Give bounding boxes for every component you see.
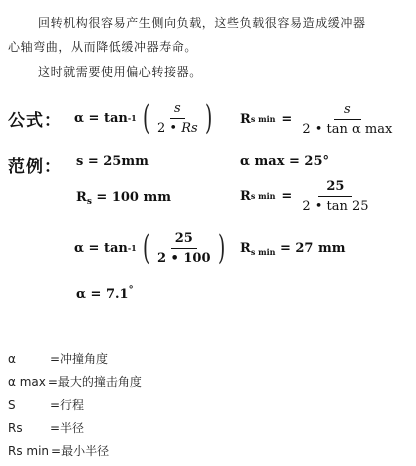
- example-rs-value: $R_s = 100$ mm: [76, 190, 172, 207]
- intro-line-1: 回转机构很容易产生侧向负载，这些负载很容易造成缓冲器: [38, 16, 366, 30]
- alpha-formula-denominator: 2 • Rs: [156, 120, 198, 136]
- alpha-formula-lhs: α = tan: [74, 110, 128, 126]
- alpha-formula-inverse: -1: [127, 113, 137, 123]
- example-s-value: s = 25mm: [76, 154, 149, 169]
- alpha-formula: [74, 97, 215, 139]
- example-rsmin-denominator: 2 • tan 25: [302, 198, 369, 214]
- example-alpha-calc: α = tan -1 ( $\frac{25}{2 • 100}$ ): [74, 228, 225, 268]
- example-rsmin-result: $R_{s min} = 27$ mm: [240, 241, 346, 257]
- example-rsmin-formula: R s min = $\frac{25}{2 • \tan 25}$: [240, 176, 373, 216]
- example-label: 范例：: [8, 157, 62, 177]
- legend-item-min-radius: Rs min =最小半径: [8, 444, 110, 458]
- rsmin-formula-fraction: [298, 102, 396, 137]
- example-alpha-calc-numerator: 25: [171, 231, 197, 249]
- rsmin-formula-denominator: 2 • tan α max: [302, 121, 393, 137]
- rsmin-formula-lhs: R: [240, 111, 251, 127]
- alpha-formula-fraction: [153, 101, 202, 136]
- legend-item-alpha-max: α max =最大的撞击角度: [8, 375, 142, 389]
- intro-line-2: 心轴弯曲，从而降低缓冲器寿命。: [8, 40, 198, 54]
- rsmin-formula: R s min = $\frac{s}{\text{2 • tan α max}}$: [240, 99, 396, 139]
- rsmin-formula-sub: s min: [250, 114, 276, 124]
- example-rsmin-numerator: 25: [318, 179, 352, 197]
- example-rsmin-fraction: [298, 179, 372, 214]
- example-alpha-result: α = 7.1°: [76, 285, 134, 302]
- legend-item-stroke: S =行程: [8, 398, 85, 412]
- rsmin-formula-numerator: s: [334, 102, 361, 120]
- intro-line-3: 这时就需要使用偏心转接器。: [38, 65, 202, 79]
- alpha-formula-numerator: s: [170, 101, 185, 119]
- formula-label: 公式：: [8, 111, 62, 131]
- example-alpha-calc-fraction: [153, 231, 215, 266]
- example-alpha-calc-denominator: 2 • 100: [156, 250, 211, 266]
- alpha-formula-paren: ( $\frac{s}{2 • Rs}$ ): [142, 98, 212, 138]
- legend-item-radius: Rs =半径: [8, 421, 85, 435]
- legend-item-alpha: α =冲撞角度: [8, 352, 109, 366]
- example-alpha-max: α max = 25°: [240, 154, 329, 169]
